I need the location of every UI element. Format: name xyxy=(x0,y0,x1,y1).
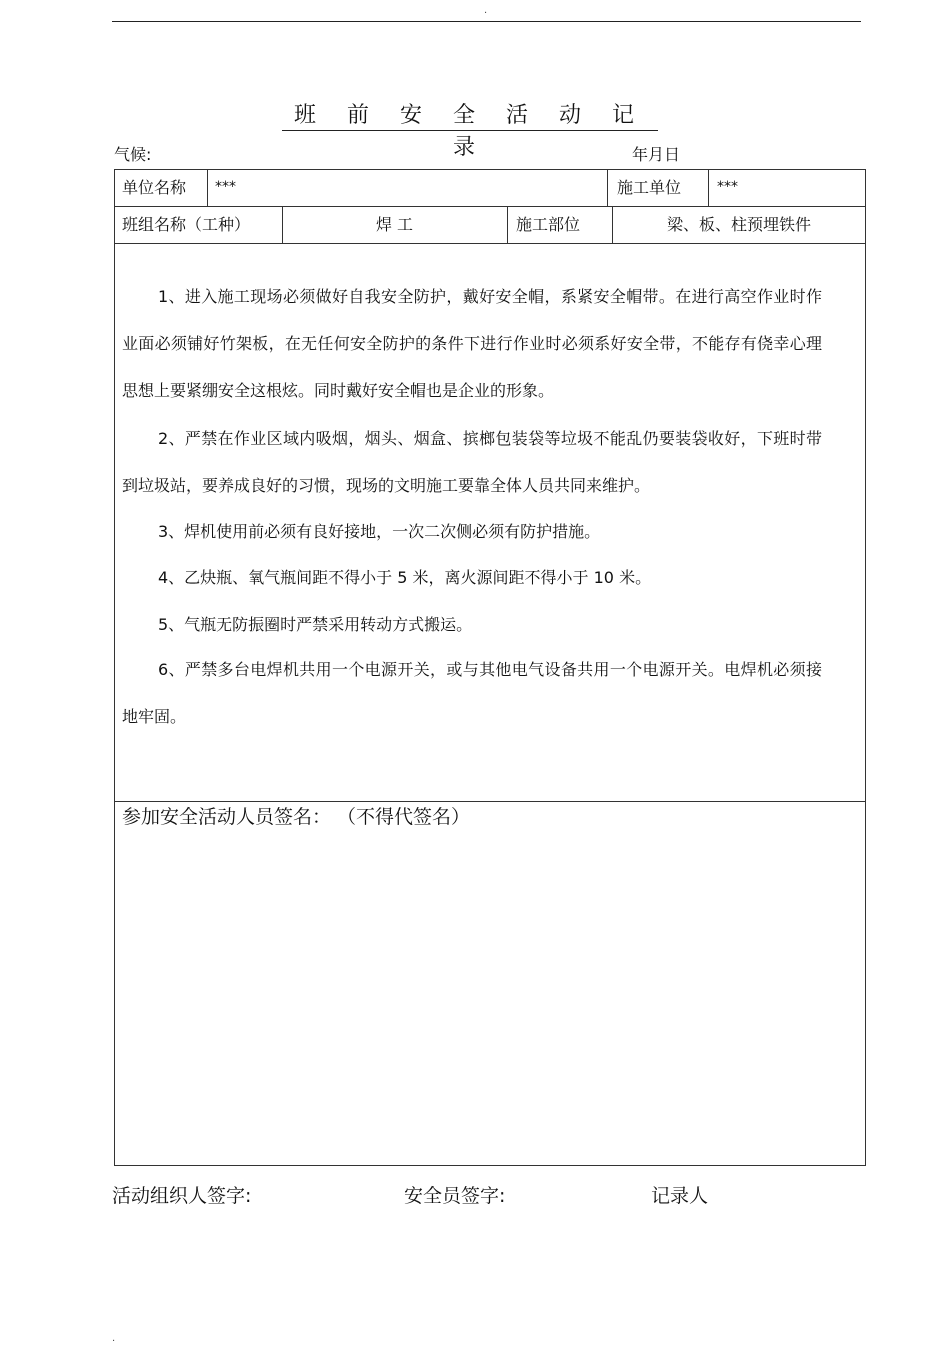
header-mark: . xyxy=(484,5,488,16)
unit-name-label: 单位名称 xyxy=(122,178,187,197)
row1-divider xyxy=(114,206,866,207)
content-item-4: 4、乙炔瓶、氧气瓶间距不得小于 5 米，离火源间距不得小于 10 米。 xyxy=(158,568,652,587)
unit-name-value: *** xyxy=(215,179,236,195)
team-value: 焊 工 xyxy=(375,215,414,234)
page-title: 班 前 安 全 活 动 记 录 xyxy=(294,103,646,160)
row1-col-line-3 xyxy=(708,169,709,206)
construction-unit-value: *** xyxy=(717,179,738,195)
content-divider xyxy=(114,801,866,802)
row1-col-line-1 xyxy=(207,169,208,206)
site-label: 施工部位 xyxy=(516,215,581,234)
row2-col-line-2 xyxy=(507,206,508,243)
content-item-3: 3、焊机使用前必须有良好接地，一次二次侧必须有防护措施。 xyxy=(158,522,601,541)
content-item-5: 5、气瓶无防振圈时严禁采用转动方式搬运。 xyxy=(158,615,473,634)
construction-unit-label: 施工单位 xyxy=(617,178,682,197)
row2-divider xyxy=(114,243,866,244)
row1-col-line-2 xyxy=(607,169,608,206)
title-underline xyxy=(282,130,658,131)
team-name-label: 班组名称（工种） xyxy=(122,215,251,234)
site-value: 梁、板、柱预埋铁件 xyxy=(666,215,811,234)
safety-officer-signature-label: 安全员签字: xyxy=(404,1185,506,1207)
organizer-signature-label: 活动组织人签字: xyxy=(112,1185,252,1207)
footer-mark: . xyxy=(112,1333,116,1344)
content-item-2: 2、严禁在作业区域内吸烟，烟头、烟盒、摈榔包装袋等垃圾不能乱仍要装袋收好，下班时带到垃圾站，要养成良好的习惯，现场的文明施工要靠全体人员共同来维护。 xyxy=(122,429,822,495)
content-item-1: 1、进入施工现场必须做好自我安全防护，戴好安全帽，系紧安全帽带。在进行高空作业时作业面必须铺好竹架板，在无任何安全防护的条件下进行作业时必须系好安全带，不能存有侥幸心理思想上要紧绷安全这根炫。同时戴好安全帽也是企业的形象。 xyxy=(122,287,822,400)
date-label: 年月日 xyxy=(632,145,681,164)
recorder-label: 记录人 xyxy=(651,1185,709,1207)
participants-signature-label: 参加安全活动人员签名： （不得代签名） xyxy=(122,806,471,828)
climate-label: 气候: xyxy=(114,145,152,164)
content-item-6: 6、严禁多台电焊机共用一个电源开关，或与其他电气设备共用一个电源开关。电焊机必须接地牢固。 xyxy=(122,660,822,726)
header-rule xyxy=(112,21,861,22)
